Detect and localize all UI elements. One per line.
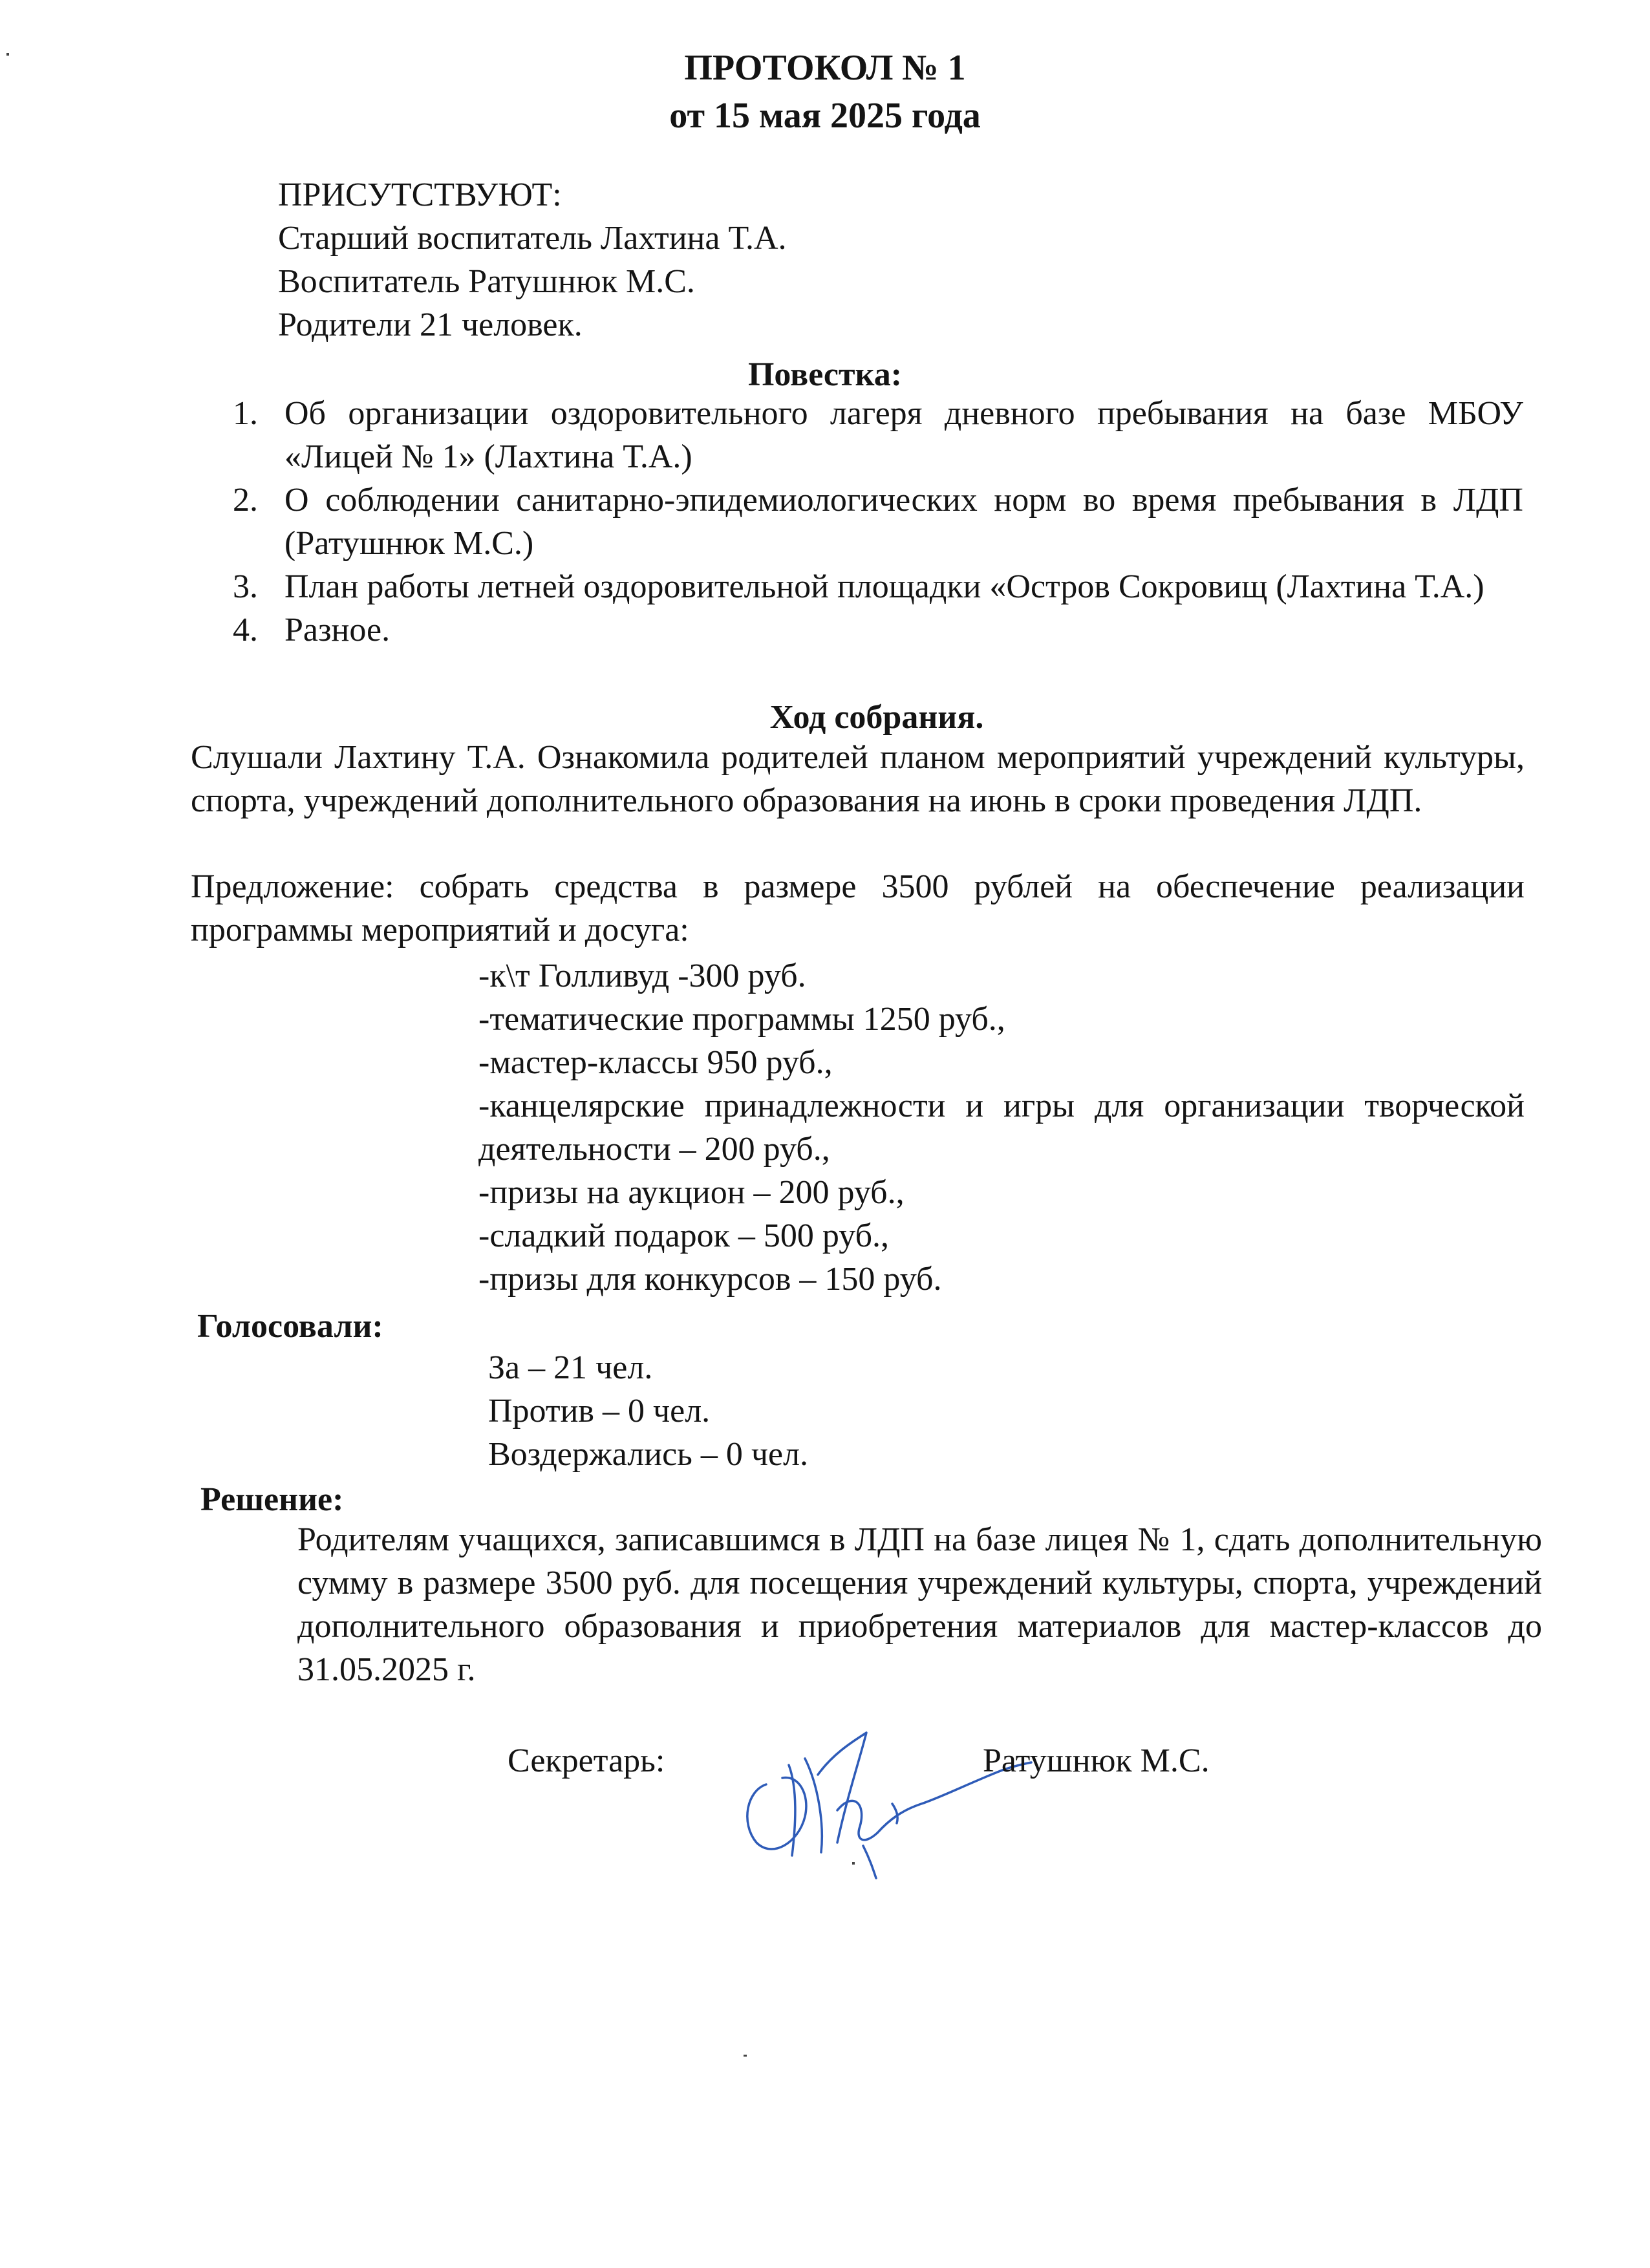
voting-results [488,1346,1264,1476]
agenda-heading: Повестка: [747,356,903,393]
agenda-item [233,608,1523,652]
agenda-item [233,565,1523,608]
agenda-list [233,392,1523,652]
signature-stroke [747,1777,806,1849]
expense-item: -к\т Голливуд -300 руб. [478,957,806,994]
expense-item: -призы на аукцион – 200 руб., [478,1174,905,1211]
attendee-line: Старший воспитатель Лахтина Т.А. [278,220,787,257]
voting-heading: Голосовали: [197,1308,383,1345]
signature-block [508,1739,1607,1946]
attendees-section [278,173,1506,347]
signature-stroke [863,1846,876,1878]
expense-item: -канцелярские принадлежности и игры для организации творческой деятельности – 200 руб., [478,1087,1525,1168]
document-header [0,44,1650,140]
scan-speck [852,1862,855,1865]
scan-speck [744,2055,747,2057]
signature-stroke [892,1804,897,1823]
secretary-label: Секретарь: [508,1742,665,1779]
expense-item: -призы для конкурсов – 150 руб. [478,1261,942,1298]
agenda-item-text: Разное. [284,612,391,648]
handwritten-signature [727,1713,1064,1881]
proceedings-heading: Ход собрания. [769,699,984,736]
agenda-item-number: 4. [233,612,258,648]
agenda-item-text: Об организации оздоровительного лагеря дневного пребывания на базе МБОУ «Лицей № 1» (Лахтина Т.А.) [284,395,1523,475]
attendees-heading: ПРИСУТСТВУЮТ: [278,177,562,213]
agenda-item-text: План работы летней оздоровительной площадки «Остров Сокровищ (Лахтина Т.А.) [284,568,1484,605]
proposal-paragraph: Предложение: собрать средства в размере 3500 рублей на обеспечение реализации программы мероприятий и досуга: [191,868,1525,948]
agenda-item [233,392,1523,478]
agenda-item [233,478,1523,565]
vote-for: За – 21 чел. [488,1349,653,1386]
agenda-item-number: 3. [233,568,258,605]
agenda-item-number: 2. [233,482,258,519]
protocol-date: от 15 мая 2025 года [669,96,981,136]
expense-item: -сладкий подарок – 500 руб., [478,1217,890,1254]
scan-speck [6,53,9,56]
expense-item: -мастер-классы 950 руб., [478,1044,833,1081]
attendee-line: Воспитатель Ратушнюк М.С. [278,263,695,300]
attendee-line: Родители 21 человек. [278,306,583,343]
heard-paragraph: Слушали Лахтину Т.А. Ознакомила родителей планом мероприятий учреждений культуры, спорта, учреждений дополнительного образования на июнь в сроки проведения ЛДП. [191,739,1525,819]
agenda-item-text: О соблюдении санитарно-эпидемиологических норм во время пребывания в ЛДП (Ратушнюк М.С.) [284,482,1523,562]
protocol-title: ПРОТОКОЛ № 1 [684,48,966,88]
expense-item: -тематические программы 1250 руб., [478,1001,1005,1038]
expense-items [478,954,1525,1301]
secretary-name: Ратушнюк М.С. [983,1742,1210,1779]
decision-paragraph: Родителям учащихся, записавшимся в ЛДП на базе лицея № 1, сдать дополнительную сумму в размере 3500 руб. для посещения учреждений культуры, спорта, учреждений дополнительного образования и приобретения материалов для мастер-классов до 31.05.2025 г. [297,1521,1542,1688]
agenda-item-number: 1. [233,395,258,432]
vote-against: Против – 0 чел. [488,1393,711,1429]
vote-abstained: Воздержались – 0 чел. [488,1436,809,1473]
decision-heading: Решение: [200,1481,344,1518]
